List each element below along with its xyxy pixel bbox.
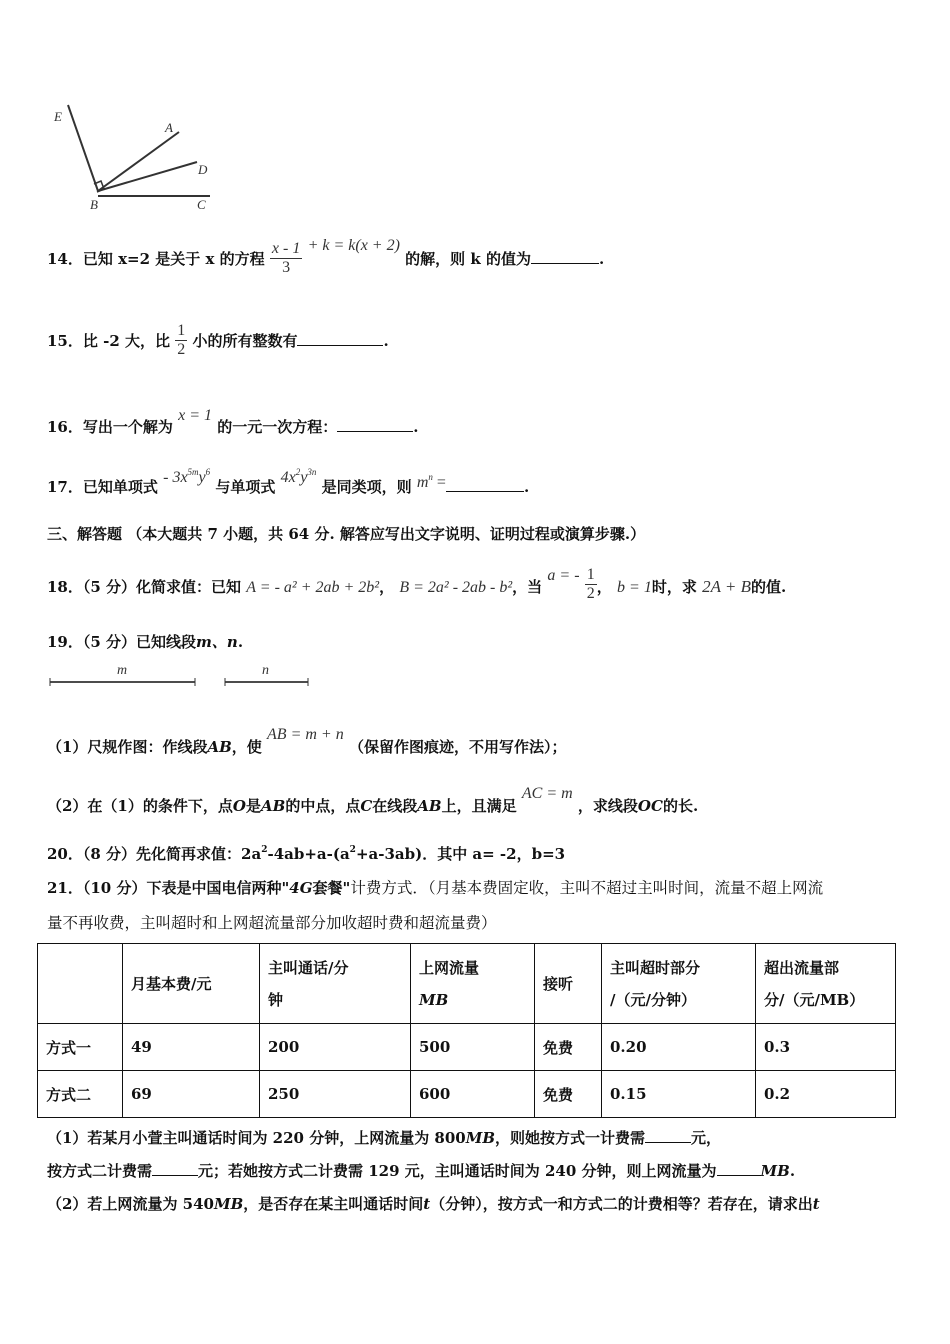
q17-answer-blank[interactable]	[446, 478, 524, 492]
table-cell: 免费	[535, 1071, 602, 1118]
question-19-part-1: （1）尺规作图：作线段AB，使 AB = m + n （保留作图痕迹，不用写作法）；	[47, 726, 567, 756]
q21-blank-3[interactable]	[717, 1162, 761, 1176]
question-18: 18．（5 分）化简求值：已知 A = - a² + 2ab + 2b²， B = 2a² - 2ab - b²，当 a = - $\frac{1}{2}$ ， b = 1时，求 2A + B的值.	[47, 566, 787, 602]
question-16: 16．写出一个解为 x = 1 的一元一次方程： .	[47, 407, 419, 436]
q19-ac-equation: AC = m	[521, 785, 573, 802]
q17-expression: $m^n$ =	[416, 472, 446, 491]
question-19: 19．（5 分）已知线段m、n.	[47, 633, 244, 651]
segments-figure	[45, 660, 325, 690]
q14-answer-blank[interactable]	[531, 250, 599, 264]
table-cell: 600	[411, 1071, 535, 1118]
header-cell: 主叫超时部分 /（元/分钟）	[602, 944, 756, 1024]
q14-fraction: $\frac{x - 1}{3}$	[271, 240, 301, 276]
table-cell: 方式二	[38, 1071, 123, 1118]
table-cell: 0.2	[756, 1071, 896, 1118]
label-b: B	[90, 197, 98, 212]
header-cell: 接听	[535, 944, 602, 1024]
table-cell: 250	[260, 1071, 411, 1118]
header-cell: 主叫通话/分 钟	[260, 944, 411, 1024]
q16-solution: x = 1	[178, 407, 213, 424]
question-20: 20．（8 分）先化简再求值：$2a^2-4ab+a-(a^2+a-3ab)$．其中 a= -2，b=3	[47, 845, 566, 863]
section-3-heading: 三、解答题 （本大题共 7 小题，共 64 分. 解答应写出文字说明、证明过程或演算步骤.）	[47, 525, 646, 543]
question-21-part-1-line-2: 按方式二计费需 元；若她按方式二计费需 129 元，主叫通话时间为 240 分钟，则上网流量为 MB.	[47, 1162, 796, 1180]
header-cell: 上网流量 MB	[411, 944, 535, 1024]
header-cell	[38, 944, 123, 1024]
table-cell: 方式一	[38, 1024, 123, 1071]
q18-b-value: b = 1	[617, 579, 652, 596]
q14-equation: + k = k(x + 2)	[307, 237, 400, 254]
table-cell: 免费	[535, 1024, 602, 1071]
header-cell: 超出流量部 分/（元/MB）	[756, 944, 896, 1024]
q17-monomial-2: $4x^2y^{3n}$	[280, 467, 317, 486]
table-row	[38, 1071, 896, 1118]
q18-fraction: $\frac{1}{2}$	[586, 566, 595, 602]
question-21: 21．（10 分）下表是中国电信两种"4G套餐"计费方式．（月基本费固定收，主叫不超过主叫时间，流量不超上网流	[47, 879, 824, 897]
q18-a-expression: A = - a² + 2ab + 2b²	[246, 579, 380, 596]
question-21-part-1: （1）若某月小萱主叫通话时间为 220 分钟，上网流量为 800MB，则她按方式一计费需 元，	[47, 1129, 722, 1147]
ray-bd	[98, 162, 197, 191]
table-cell: 200	[260, 1024, 411, 1071]
q15-fraction: $\frac{1}{2}$	[177, 322, 186, 358]
question-21-part-2: （2）若上网流量为 540MB，是否存在某主叫通话时间t（分钟），按方式一和方式二的计费相等？若存在，请求出t	[47, 1195, 820, 1213]
table-cell: 0.20	[602, 1024, 756, 1071]
segment-m-label: m	[117, 663, 128, 678]
angle-figure	[45, 100, 225, 220]
label-a: A	[165, 120, 173, 135]
table-cell: 0.3	[756, 1024, 896, 1071]
label-c: C	[197, 197, 206, 212]
question-15: 15．比 -2 大，比 $\frac{1}{2}$ 小的所有整数有 .	[47, 322, 389, 358]
question-19-part-2: （2）在（1）的条件下，点O是AB的中点，点C在线段AB上，且满足 AC = m ，求线段OC的长.	[47, 785, 699, 815]
q21-blank-2[interactable]	[152, 1162, 198, 1176]
table-cell: 0.15	[602, 1071, 756, 1118]
table-row	[38, 1024, 896, 1071]
q16-answer-blank[interactable]	[337, 418, 413, 432]
q21-blank-1[interactable]	[645, 1129, 691, 1143]
ray-ba	[98, 132, 179, 191]
header-cell: 月基本费/元	[123, 944, 260, 1024]
q18-b-expression: B = 2a² - 2ab - b²	[399, 579, 513, 596]
label-d: D	[198, 162, 208, 177]
question-21-line-2: 量不再收费，主叫超时和上网超流量部分加收超时费和超流量费）	[47, 914, 497, 932]
ray-be	[68, 105, 98, 191]
table-cell: 69	[123, 1071, 260, 1118]
table-cell: 49	[123, 1024, 260, 1071]
question-17: 17．已知单项式 - $3x^{5m}y^6$ 与单项式 $4x^2y^{3n}$ 是同类项，则 $m^n$ = .	[47, 467, 530, 496]
table-header-row	[38, 944, 896, 1024]
q15-answer-blank[interactable]	[297, 332, 383, 346]
label-e: E	[54, 109, 62, 124]
segment-n-label: n	[262, 663, 269, 678]
table-cell: 500	[411, 1024, 535, 1071]
fee-table	[37, 943, 896, 1118]
q18-target: 2A + B	[702, 577, 751, 596]
q17-monomial-1: - $3x^{5m}y^6$	[163, 467, 211, 486]
q19-ab-equation: AB = m + n	[267, 726, 344, 743]
q18-a-value: a = -	[547, 567, 580, 584]
question-14: 14．已知 x=2 是关于 x 的方程 $\frac{x - 1}{3}$ + k = k(x + 2) 的解，则 k 的值为 .	[47, 237, 605, 276]
